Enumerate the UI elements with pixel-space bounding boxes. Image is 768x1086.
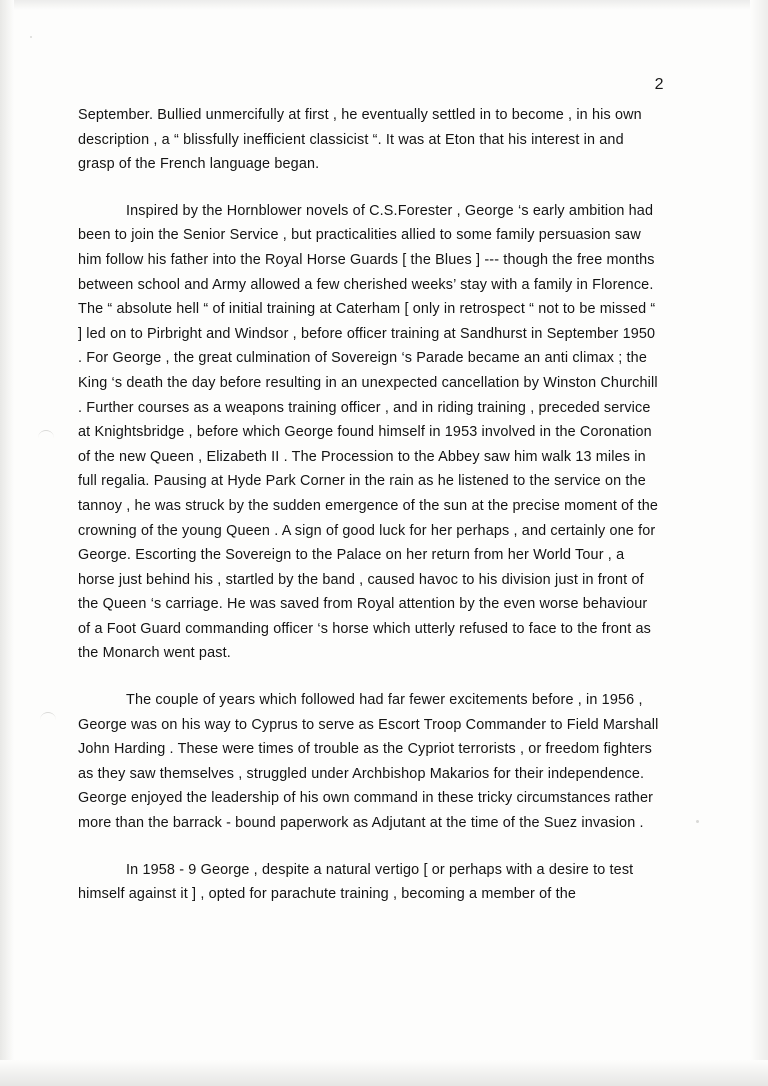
margin-pencil-mark bbox=[38, 430, 54, 438]
scan-artifact-speck bbox=[696, 820, 699, 823]
document-body bbox=[78, 103, 662, 907]
page-edge-shading-top bbox=[0, 0, 768, 10]
page-number: 2 bbox=[654, 76, 664, 93]
paragraph: In 1958 - 9 George , despite a natural vertigo [ or perhaps with a desire to test himself against it ] , opted for parachute training , becoming a member of the bbox=[78, 861, 634, 903]
page-edge-shading-left bbox=[0, 0, 14, 1086]
margin-pencil-mark bbox=[40, 712, 56, 720]
scan-artifact-speck bbox=[30, 36, 32, 38]
paragraph: The couple of years which followed had far fewer excitements before , in 1956 , George was on his way to Cyprus to serve as Escort Troop Commander to Field Marshall John Harding . These were times of trouble as the Cypriot terrorists , or freedom fighters as they saw themselves , struggled under Archbishop Makarios for their independence. George enjoyed the leadership of his own command in these tricky circumstances rather more than the barrack - bound paperwork as Adjutant at the time of the Suez invasion . bbox=[78, 692, 659, 832]
page-edge-shading-right bbox=[750, 0, 768, 1086]
paragraph: Inspired by the Hornblower novels of C.S.Forester , George ‘s early ambition had been to join the Senior Service , but practicalities allied to some family persuasion saw him follow his father into the Royal Horse Guards [ the Blues ] --- though the free months between school and Army allowed a few cherished weeks’ stay with a family in Florence. The “ absolute hell “ of initial training at Caterham [ only in retrospect “ not to be missed “ ] led on to Pirbright and Windsor , before officer training at Sandhurst in September 1950 . For George , the great culmination of Sovereign ‘s Parade became an anti climax ; the King ‘s death the day before resulting in an unexpected cancellation by Winston Churchill . Further courses as a weapons training officer , and in riding training , preceded service at Knightsbridge , before which George found himself in 1953 involved in the Coronation of the new Queen , Elizabeth II . The Procession to the Abbey saw him walk 13 miles in full regalia. Pausing at Hyde Park Corner in the rain as he listened to the service on the tannoy , he was struck by the sudden emergence of the sun at the precise moment of the crowning of the young Queen . A sign of good luck for her perhaps , and certainly one for George. Escorting the Sovereign to the Palace on her return from her World Tour , a horse just behind his , startled by the band , caused havoc to his division just in front of the Queen ‘s carriage. He was saved from Royal attention by the even worse behaviour of a Foot Guard commanding officer ‘s horse which utterly refused to face to the front as the Monarch went past. bbox=[78, 202, 659, 662]
paragraph: September. Bullied unmercifully at first , he eventually settled in to become , in his own description , a “ blissfully inefficient classicist “. It was at Eton that his interest in and grasp of the French language began. bbox=[78, 107, 642, 173]
page-edge-shading-bottom bbox=[0, 1060, 768, 1086]
